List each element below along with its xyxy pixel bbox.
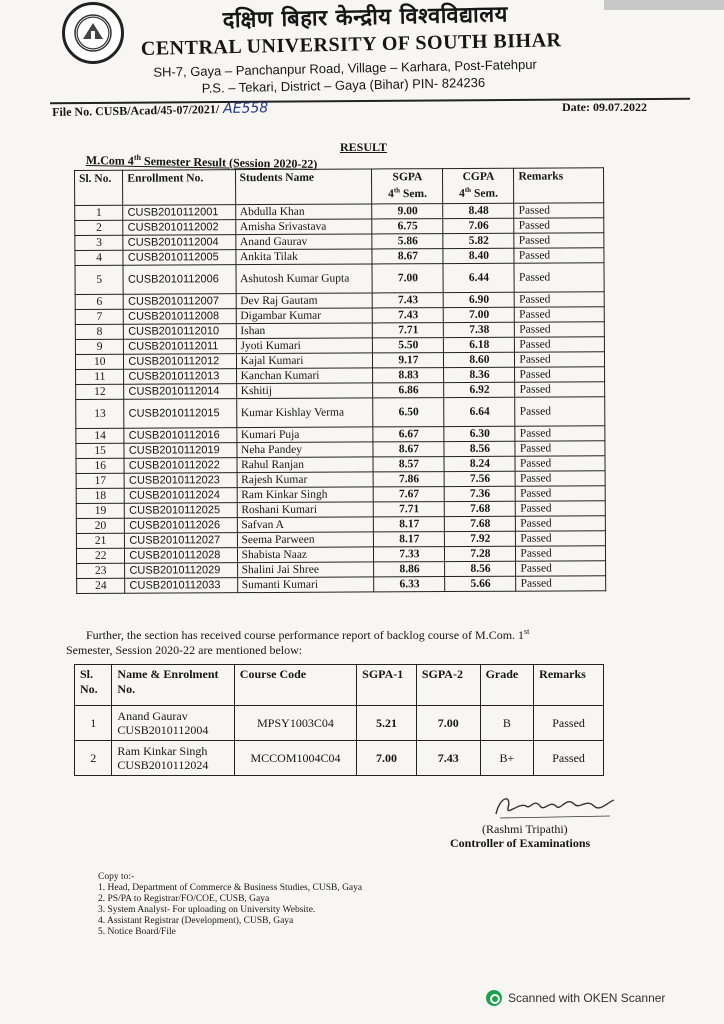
col-name: Students Name bbox=[235, 169, 372, 205]
cell-sl: 6 bbox=[75, 294, 123, 309]
signatory-name: (Rashmi Tripathi) bbox=[482, 822, 568, 836]
col-sgpa: SGPA 4th Sem. bbox=[372, 169, 443, 204]
result-table-header bbox=[75, 168, 604, 206]
file-number bbox=[52, 100, 268, 120]
cell-sgpa: 6.86 bbox=[373, 383, 444, 398]
cell-sgpa: 8.83 bbox=[373, 368, 444, 383]
col-enrollment: Enrollment No. bbox=[123, 170, 235, 206]
cell-sl: 9 bbox=[75, 339, 123, 354]
cell-remarks: Passed bbox=[515, 292, 605, 307]
col-grade: Grade bbox=[480, 665, 534, 706]
cell-enrollment: CUSB2010112012 bbox=[124, 354, 236, 370]
table-row bbox=[76, 397, 605, 429]
cell-name: Shalini Jai Shree bbox=[237, 562, 374, 578]
cell-enrollment: CUSB2010112025 bbox=[125, 503, 237, 519]
cell-sgpa: 5.50 bbox=[373, 338, 444, 353]
cell-enrollment: CUSB2010112026 bbox=[125, 518, 237, 534]
issue-date: Date: 09.07.2022 bbox=[562, 100, 647, 114]
cell-name: Kajal Kumari bbox=[236, 353, 373, 369]
scanner-watermark bbox=[486, 990, 665, 1006]
cell-enrollment: CUSB2010112006 bbox=[123, 265, 235, 295]
cell-remarks: Passed bbox=[515, 382, 605, 397]
cell-remarks: Passed bbox=[515, 397, 605, 426]
cell-cgpa: 6.64 bbox=[444, 397, 515, 426]
cell-remarks: Passed bbox=[516, 516, 606, 531]
cell-sgpa: 8.86 bbox=[374, 562, 445, 577]
cell-name: Anand Gaurav bbox=[235, 234, 372, 250]
cell-remarks: Passed bbox=[515, 471, 605, 486]
cell-grade: B+ bbox=[480, 741, 534, 776]
cell-remarks: Passed bbox=[516, 561, 606, 576]
cell-remarks: Passed bbox=[516, 531, 606, 546]
cell-sgpa1: 5.21 bbox=[357, 706, 417, 741]
address-line-2: P.S. – Tekari, District – Gaya (Bihar) PIN- 824236 bbox=[201, 74, 486, 96]
cell-remarks: Passed bbox=[515, 337, 605, 352]
cell-enrollment: CUSB2010112004 bbox=[123, 235, 235, 251]
backlog-paragraph: Further, the section has received course performance report of backlog course of M.Com. 1st Semester, Session 2020-22 are mentioned below: bbox=[66, 627, 530, 657]
cell-enrollment: CUSB2010112005 bbox=[123, 250, 235, 266]
cell-remarks: Passed bbox=[534, 706, 604, 741]
cell-name: Seema Parween bbox=[237, 532, 374, 548]
letterhead bbox=[140, 0, 622, 97]
cell-name: Jyoti Kumari bbox=[236, 338, 373, 354]
cell-cgpa: 6.44 bbox=[443, 263, 514, 292]
cell-sl: 14 bbox=[76, 428, 124, 443]
cell-sgpa: 6.67 bbox=[373, 427, 444, 442]
cell-enrollment: CUSB2010112015 bbox=[124, 399, 236, 429]
cell-sl: 11 bbox=[76, 369, 124, 384]
cell-cgpa: 8.56 bbox=[444, 441, 515, 456]
cell-sgpa: 6.33 bbox=[374, 577, 445, 592]
cell-cgpa: 8.40 bbox=[443, 248, 514, 263]
cell-remarks: Passed bbox=[515, 426, 605, 441]
cell-cgpa: 5.66 bbox=[445, 576, 516, 591]
cell-enrollment: CUSB2010112029 bbox=[125, 563, 237, 579]
cell-sl: 2 bbox=[75, 220, 123, 235]
cell-remarks: Passed bbox=[516, 546, 606, 561]
cell-remarks: Passed bbox=[515, 307, 605, 322]
cell-remarks: Passed bbox=[515, 352, 605, 367]
cell-enrollment: CUSB2010112022 bbox=[124, 458, 236, 474]
cell-cgpa: 8.36 bbox=[444, 367, 515, 382]
copy-to-heading: Copy to:- bbox=[98, 872, 135, 882]
semester-result-heading: M.Com 4th Semester Result (Session 2020-22) bbox=[85, 152, 318, 172]
cell-cgpa: 7.92 bbox=[445, 531, 516, 546]
col-remarks: Remarks bbox=[534, 665, 604, 706]
col-remarks: Remarks bbox=[514, 168, 604, 203]
cell-sl: 22 bbox=[76, 548, 124, 563]
student-name: Ram Kinkar Singh bbox=[117, 744, 208, 758]
student-name: Anand Gaurav bbox=[117, 709, 188, 723]
cell-name: Kanchan Kumari bbox=[236, 368, 373, 384]
enrolment-number: CUSB2010112004 bbox=[117, 723, 209, 737]
enrolment-number: CUSB2010112024 bbox=[117, 758, 209, 772]
cell-sl: 13 bbox=[76, 399, 125, 428]
cell-cgpa: 7.38 bbox=[444, 322, 515, 337]
scanner-logo-icon bbox=[486, 990, 502, 1006]
cell-enrollment: CUSB2010112014 bbox=[124, 384, 236, 400]
copy-to-item: 2. PS/PA to Registrar/FO/COE, CUSB, Gaya bbox=[98, 894, 270, 904]
cell-name: Digambar Kumar bbox=[236, 308, 373, 324]
copy-to-item: 1. Head, Department of Commerce & Business Studies, CUSB, Gaya bbox=[98, 883, 363, 893]
cell-sl: 8 bbox=[75, 324, 123, 339]
cell-remarks: Passed bbox=[515, 441, 605, 456]
cell-cgpa: 6.90 bbox=[444, 292, 515, 307]
cell-sl: 3 bbox=[75, 235, 123, 250]
result-table-body bbox=[75, 203, 606, 594]
cell-remarks: Passed bbox=[514, 248, 604, 263]
cell-name: Ram Kinkar Singh bbox=[237, 487, 374, 503]
cell-remarks: Passed bbox=[514, 203, 604, 218]
cell-name: Shabista Naaz bbox=[237, 547, 374, 563]
cell-sl: 1 bbox=[75, 706, 112, 741]
cell-course-code: MPSY1003C04 bbox=[234, 706, 356, 741]
col-cgpa: CGPA 4th Sem. bbox=[443, 168, 514, 203]
copy-to-item: 3. System Analyst- For uploading on University Website. bbox=[98, 905, 316, 915]
cell-remarks: Passed bbox=[516, 486, 606, 501]
cell-sl: 21 bbox=[76, 533, 124, 548]
cell-sgpa: 9.00 bbox=[372, 204, 443, 219]
cell-cgpa: 7.06 bbox=[443, 218, 514, 233]
table-row bbox=[75, 706, 604, 741]
file-number-text: File No. CUSB/Acad/45-07/2021/ bbox=[52, 102, 220, 119]
cell-enrollment: CUSB2010112023 bbox=[124, 473, 236, 489]
cell-sgpa: 8.57 bbox=[373, 457, 444, 472]
cell-name: Neha Pandey bbox=[236, 442, 373, 458]
col-sl: Sl. No. bbox=[75, 170, 124, 205]
cell-sgpa: 9.17 bbox=[373, 353, 444, 368]
university-name-english: CENTRAL UNIVERSITY OF SOUTH BIHAR bbox=[140, 29, 562, 60]
file-number-handwritten: AE558 bbox=[222, 100, 269, 118]
cell-sl: 16 bbox=[76, 458, 124, 473]
cell-sgpa: 7.71 bbox=[374, 502, 445, 517]
cell-name: Kshitij bbox=[236, 383, 373, 399]
table-row bbox=[77, 576, 606, 594]
cell-sl: 2 bbox=[75, 741, 112, 776]
cell-enrollment: CUSB2010112010 bbox=[124, 324, 236, 340]
copy-to-list bbox=[98, 872, 362, 938]
cell-sgpa: 8.17 bbox=[374, 532, 445, 547]
cell-name: Dev Raj Gautam bbox=[236, 293, 373, 309]
cell-remarks: Passed bbox=[514, 218, 604, 233]
copy-to-item: 5. Notice Board/File bbox=[98, 927, 176, 937]
cell-remarks: Passed bbox=[515, 456, 605, 471]
result-table bbox=[74, 167, 606, 594]
cell-sl: 12 bbox=[76, 384, 124, 399]
cell-name: Ashutosh Kumar Gupta bbox=[236, 264, 373, 294]
cell-cgpa: 8.60 bbox=[444, 352, 515, 367]
cell-course-code: MCCOM1004C04 bbox=[234, 741, 356, 776]
cell-cgpa: 7.36 bbox=[445, 486, 516, 501]
cell-sgpa2: 7.43 bbox=[416, 741, 480, 776]
cell-cgpa: 5.82 bbox=[443, 233, 514, 248]
cell-name: Amisha Srivastava bbox=[235, 219, 372, 235]
cell-sl: 24 bbox=[77, 578, 125, 593]
cell-sl: 15 bbox=[76, 443, 124, 458]
cell-cgpa: 7.28 bbox=[445, 546, 516, 561]
cell-remarks: Passed bbox=[516, 576, 606, 591]
cell-sgpa2: 7.00 bbox=[416, 706, 480, 741]
cell-enrollment: CUSB2010112013 bbox=[124, 369, 236, 385]
cell-enrollment: CUSB2010112016 bbox=[124, 428, 236, 444]
cell-enrollment: CUSB2010112011 bbox=[124, 339, 236, 355]
cell-cgpa: 8.24 bbox=[444, 456, 515, 471]
cell-cgpa: 6.30 bbox=[444, 426, 515, 441]
cell-sgpa: 8.17 bbox=[374, 517, 445, 532]
result-heading: RESULT bbox=[340, 140, 387, 154]
cell-enrollment: CUSB2010112019 bbox=[124, 443, 236, 459]
backlog-table-body bbox=[75, 706, 604, 776]
cell-enrollment: CUSB2010112008 bbox=[124, 309, 236, 325]
copy-to-item: 4. Assistant Registrar (Development), CUSB, Gaya bbox=[98, 916, 294, 926]
cell-sgpa: 8.67 bbox=[372, 249, 443, 264]
cell-enrollment: CUSB2010112001 bbox=[123, 205, 235, 221]
cell-sgpa: 7.67 bbox=[374, 487, 445, 502]
cell-sgpa: 7.33 bbox=[374, 547, 445, 562]
cell-sl: 20 bbox=[76, 518, 124, 533]
cell-enrollment: CUSB2010112002 bbox=[123, 220, 235, 236]
cell-name-enrolment bbox=[112, 706, 234, 741]
signatory-title: Controller of Examinations bbox=[450, 836, 591, 850]
cell-name: Rahul Ranjan bbox=[237, 457, 374, 473]
cell-enrollment: CUSB2010112024 bbox=[125, 488, 237, 504]
cell-sgpa: 5.86 bbox=[372, 234, 443, 249]
cell-sgpa: 7.00 bbox=[372, 264, 443, 293]
sem-label: 4th Sem. bbox=[459, 185, 498, 200]
scanner-watermark-text: Scanned with OKEN Scanner bbox=[508, 991, 666, 1005]
cell-name-enrolment bbox=[112, 741, 234, 776]
cell-sgpa: 8.67 bbox=[373, 442, 444, 457]
cell-cgpa: 7.56 bbox=[444, 471, 515, 486]
cell-cgpa: 8.56 bbox=[445, 561, 516, 576]
table-row bbox=[75, 263, 604, 295]
cell-enrollment: CUSB2010112028 bbox=[125, 548, 237, 564]
cell-name: Ishan bbox=[236, 323, 373, 339]
cell-enrollment: CUSB2010112033 bbox=[125, 578, 237, 594]
cell-sgpa: 7.71 bbox=[373, 323, 444, 338]
cell-cgpa: 6.18 bbox=[444, 337, 515, 352]
cell-name: Sumanti Kumari bbox=[237, 577, 374, 593]
cell-sl: 18 bbox=[76, 488, 124, 503]
cell-name: Kumari Puja bbox=[236, 427, 373, 443]
cell-name: Roshani Kumari bbox=[237, 502, 374, 518]
col-sl: Sl. No. bbox=[75, 665, 112, 706]
backlog-table-header bbox=[75, 665, 604, 706]
cell-remarks: Passed bbox=[534, 741, 604, 776]
cell-sl: 23 bbox=[77, 563, 125, 578]
cell-sgpa: 6.50 bbox=[373, 398, 444, 427]
university-name-hindi: दक्षिण बिहार केन्द्रीय विश्वविद्यालय bbox=[222, 2, 509, 34]
cell-cgpa: 6.92 bbox=[444, 382, 515, 397]
cell-sl: 10 bbox=[75, 354, 123, 369]
cell-name: Kumar Kishlay Verma bbox=[236, 398, 373, 428]
cell-sgpa: 7.43 bbox=[373, 293, 444, 308]
cell-sgpa: 7.86 bbox=[373, 472, 444, 487]
cell-enrollment: CUSB2010112007 bbox=[124, 294, 236, 310]
cell-sl: 5 bbox=[75, 265, 124, 294]
cell-remarks: Passed bbox=[515, 322, 605, 337]
col-sgpa2: SGPA-2 bbox=[416, 665, 480, 706]
controller-signature bbox=[490, 788, 620, 824]
cell-sgpa1: 7.00 bbox=[357, 741, 417, 776]
scan-edge bbox=[604, 0, 724, 10]
cell-remarks: Passed bbox=[516, 501, 606, 516]
cell-sl: 1 bbox=[75, 205, 123, 220]
cell-name: Ankita Tilak bbox=[235, 249, 372, 265]
col-course-code: Course Code bbox=[234, 665, 356, 706]
sem-label: 4th Sem. bbox=[388, 186, 427, 201]
cell-cgpa: 7.68 bbox=[445, 516, 516, 531]
backlog-table bbox=[74, 664, 604, 776]
cell-sl: 4 bbox=[75, 250, 123, 265]
cell-enrollment: CUSB2010112027 bbox=[125, 533, 237, 549]
cell-grade: B bbox=[480, 706, 534, 741]
cell-remarks: Passed bbox=[514, 233, 604, 248]
cell-cgpa: 7.68 bbox=[445, 501, 516, 516]
col-sgpa1: SGPA-1 bbox=[357, 665, 417, 706]
address-line-1: SH-7, Gaya – Panchanpur Road, Village – Karhara, Post-Fatehpur bbox=[153, 56, 537, 80]
cell-sl: 19 bbox=[76, 503, 124, 518]
cell-sgpa: 7.43 bbox=[373, 308, 444, 323]
cell-cgpa: 8.48 bbox=[443, 203, 514, 218]
cell-sl: 7 bbox=[75, 309, 123, 324]
table-row bbox=[75, 741, 604, 776]
cell-remarks: Passed bbox=[514, 263, 604, 292]
cell-cgpa: 7.00 bbox=[444, 307, 515, 322]
cell-sl: 17 bbox=[76, 473, 124, 488]
cell-name: Abdulla Khan bbox=[235, 204, 372, 220]
cell-sgpa: 6.75 bbox=[372, 219, 443, 234]
cell-remarks: Passed bbox=[515, 367, 605, 382]
cell-name: Safvan A bbox=[237, 517, 374, 533]
col-name-enrolment: Name & Enrolment No. bbox=[112, 665, 234, 706]
cell-name: Rajesh Kumar bbox=[237, 472, 374, 488]
